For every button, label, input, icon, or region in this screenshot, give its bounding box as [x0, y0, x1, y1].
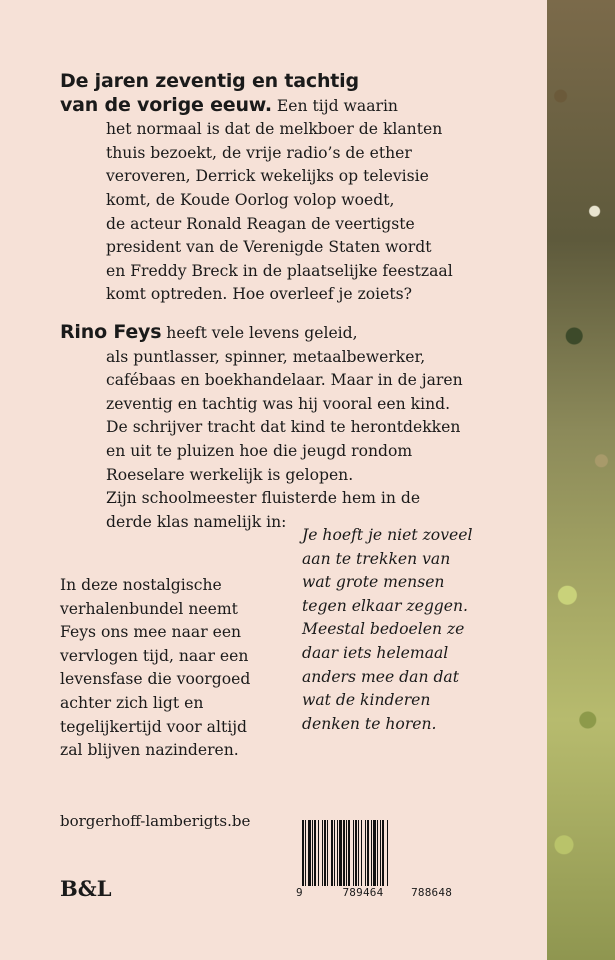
- barcode-bar: [358, 820, 359, 886]
- text-line: en uit te pluizen hoe die jeugd rondom: [106, 441, 413, 460]
- text-line: verhalenbundel neemt: [60, 599, 238, 618]
- quote-line: tegen elkaar zeggen.: [302, 596, 469, 615]
- text-line: komt, de Koude Oorlog volop woedt,: [106, 190, 395, 209]
- text-line: komt optreden. Hoe overleef je zoiets?: [106, 285, 413, 304]
- publisher-logo: B&L: [60, 876, 112, 901]
- barcode-bar: [380, 820, 381, 886]
- barcode-bar: [331, 820, 333, 886]
- quote-line: wat grote mensen: [302, 573, 445, 592]
- publisher-url: borgerhoff-lamberigts.be: [60, 812, 251, 830]
- text-line: levensfase die voorgoed: [60, 670, 251, 689]
- text-line: thuis bezoekt, de vrije radio’s de ether: [106, 143, 412, 162]
- text-line: Roeselare werkelijk is gelopen.: [106, 465, 354, 484]
- text-line: Zijn schoolmeester fluisterde hem in de: [106, 489, 421, 508]
- barcode-bar: [343, 820, 345, 886]
- barcode-bar: [314, 820, 316, 886]
- text-line: zal blijven nazinderen.: [60, 741, 239, 760]
- quote-line: anders mee dan dat: [302, 667, 459, 686]
- barcode-bar: [355, 820, 357, 886]
- barcode-bar: [334, 820, 335, 886]
- quote-line: denken te horen.: [302, 714, 437, 733]
- summary-paragraph: [60, 574, 290, 763]
- text-line: de acteur Ronald Reagan de veertigste: [106, 214, 415, 233]
- quote-line: Je hoeft je niet zoveel: [302, 526, 473, 544]
- barcode-bar: [305, 820, 306, 886]
- barcode-bar: [324, 820, 326, 886]
- barcode-bar: [308, 820, 311, 886]
- intro-lines: [60, 118, 530, 307]
- author-paragraph: [60, 321, 530, 534]
- barcode-bar: [361, 820, 362, 886]
- back-cover-text: [60, 70, 530, 534]
- author-lines: [60, 346, 530, 535]
- quote-line: Meestal bedoelen ze: [302, 620, 465, 639]
- barcode-bar: [318, 820, 319, 886]
- barcode-bar: [367, 820, 369, 886]
- barcode-bar: [387, 820, 388, 886]
- text-line: achter zich ligt en: [60, 693, 204, 712]
- barcode-bar: [382, 820, 384, 886]
- barcode-bar: [339, 820, 342, 886]
- quote-line: wat de kinderen: [302, 691, 431, 710]
- quote-line: aan te trekken van: [302, 549, 451, 568]
- barcode-bar: [337, 820, 338, 886]
- text-line: tegelijkertijd voor altijd: [60, 717, 248, 736]
- text-line: en Freddy Breck in de plaatselijke feestzaal: [106, 261, 453, 280]
- isbn-prefix: 9: [296, 886, 303, 899]
- isbn-group-2: 788648: [411, 886, 453, 899]
- intro-first-line: Een tijd waarin: [276, 96, 398, 115]
- barcode-bar: [322, 820, 323, 886]
- barcode-bar: [346, 820, 347, 886]
- barcode-bar: [348, 820, 350, 886]
- text-line: In deze nostalgische: [60, 576, 222, 594]
- barcode-bar: [312, 820, 313, 886]
- text-line: vervlogen tijd, naar een: [60, 646, 249, 665]
- author-first-line: heeft vele levens geleid,: [166, 323, 358, 342]
- text-line: De schrijver tracht dat kind te herontdekken: [106, 418, 461, 437]
- cover-photo-edge: [547, 0, 615, 960]
- text-line: het normaal is dat de melkboer de klanten: [106, 120, 443, 139]
- isbn-group-1: 789464: [342, 886, 384, 899]
- text-line: als puntlasser, spinner, metaalbewerker,: [106, 347, 426, 366]
- barcode-bar: [365, 820, 366, 886]
- barcode-bar: [377, 820, 378, 886]
- text-line: veroveren, Derrick wekelijks op televisie: [106, 167, 429, 186]
- barcode-bar: [302, 820, 304, 886]
- text-line: cafébaas en boekhandelaar. Maar in de jaren: [106, 371, 463, 390]
- text-line: president van de Verenigde Staten wordt: [106, 238, 432, 257]
- text-line: derde klas namelijk in:: [106, 512, 287, 531]
- barcode-bar: [353, 820, 354, 886]
- heading-line-1: De jaren zeventig en tachtig: [60, 70, 359, 92]
- intro-paragraph: [60, 70, 530, 307]
- isbn-number: [296, 886, 452, 899]
- text-line: Feys ons mee naar een: [60, 623, 242, 642]
- barcode: [300, 820, 448, 886]
- barcode-bar: [373, 820, 376, 886]
- barcode-bar: [327, 820, 328, 886]
- text-line: zeventig en tachtig was hij vooral een kind.: [106, 394, 451, 413]
- heading-line-2: van de vorige eeuw.: [60, 93, 272, 116]
- barcode-bar: [371, 820, 372, 886]
- author-name: Rino Feys: [60, 320, 162, 343]
- quote-paragraph: [302, 524, 552, 736]
- quote-line: daar iets helemaal: [302, 643, 449, 662]
